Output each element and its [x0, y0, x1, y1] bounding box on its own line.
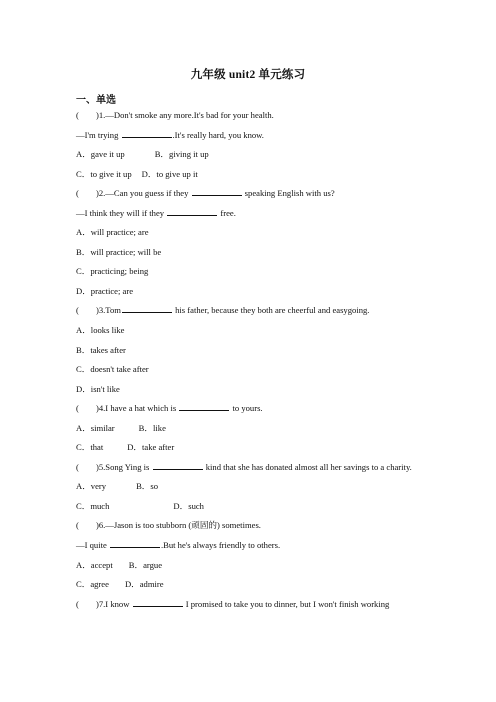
option-b: B．will practice; will be	[76, 246, 162, 257]
question-4-options-ab	[76, 419, 422, 439]
option-d: D．to give up it	[141, 168, 198, 179]
question-2-reply: —I think they will if they free.	[76, 207, 236, 218]
answer-blank	[122, 304, 172, 313]
option-a: A．looks like	[76, 325, 125, 336]
option-c: C．much	[76, 500, 110, 511]
answer-blank	[192, 187, 242, 196]
question-1-options-cd	[76, 165, 422, 185]
option-b: B．like	[138, 422, 166, 433]
question-4-options-cd	[76, 438, 422, 458]
answer-blank	[153, 461, 203, 470]
question-1-options-ab	[76, 145, 422, 165]
question-5-options-cd	[76, 497, 422, 517]
option-d: D．isn't like	[76, 383, 120, 394]
option-c: C．that	[76, 442, 104, 453]
option-b: B．takes after	[76, 344, 126, 355]
question-5-options-ab	[76, 477, 422, 497]
option-c: C．agree	[76, 579, 109, 590]
question-3-prompt: ( )3.Tom his father, because they both are cheerful and easygoing.	[76, 301, 422, 321]
option-d: D．take after	[127, 442, 175, 453]
option-a: A．accept	[76, 559, 113, 570]
question-7-prompt: ( )7.I know I promised to take you to dinner, but I won't finish working	[76, 595, 422, 615]
option-a: A．will practice; are	[76, 227, 149, 238]
answer-blank	[179, 402, 229, 411]
option-a: A．very	[76, 481, 107, 492]
answer-blank	[167, 207, 217, 216]
answer-paren: (	[76, 403, 79, 414]
answer-blank	[110, 539, 160, 548]
option-a: A．gave it up	[76, 149, 125, 160]
question-6-reply: —I quite .But he's always friendly to others.	[76, 540, 281, 551]
option-a: A．similar	[76, 422, 115, 433]
question-6-options-ab	[76, 556, 422, 576]
option-d: D．such	[173, 500, 204, 511]
answer-blank	[133, 598, 183, 607]
answer-paren: (	[76, 520, 79, 531]
option-c: C．practicing; being	[76, 266, 149, 277]
answer-blank	[122, 129, 172, 138]
question-1-prompt: ( )1.—Don't smoke any more.It's bad for your health.	[76, 106, 422, 126]
question-4-prompt: ( )4.I have a hat which is to yours.	[76, 399, 422, 419]
question-2-prompt: ( )2.—Can you guess if they speaking English with us?	[76, 184, 422, 204]
answer-paren: (	[76, 461, 79, 472]
option-b: B．argue	[128, 559, 163, 570]
option-b: B．giving it up	[154, 149, 209, 160]
section-heading: 一、单选	[76, 95, 116, 106]
page-title: 九年级 unit2 单元练习	[190, 69, 306, 81]
question-6-prompt: ( )6.—Jason is too stubborn (顽固的) sometimes.	[76, 516, 422, 536]
option-c: C．to give it up	[76, 168, 132, 179]
option-c: C．doesn't take after	[76, 364, 149, 375]
answer-paren: (	[76, 188, 79, 199]
option-d: D．admire	[124, 579, 164, 590]
question-1-reply: —I'm trying .It's really hard, you know.	[76, 129, 264, 140]
question-5-prompt: ( )5.Song Ying is kind that she has donated almost all her savings to a charity.	[76, 458, 422, 478]
option-d: D．practice; are	[76, 285, 134, 296]
answer-paren: (	[76, 598, 79, 609]
answer-paren: (	[76, 110, 79, 120]
question-list	[76, 106, 422, 614]
answer-paren: (	[76, 305, 79, 316]
question-6-options-cd	[76, 575, 422, 595]
option-b: B．so	[136, 481, 159, 492]
